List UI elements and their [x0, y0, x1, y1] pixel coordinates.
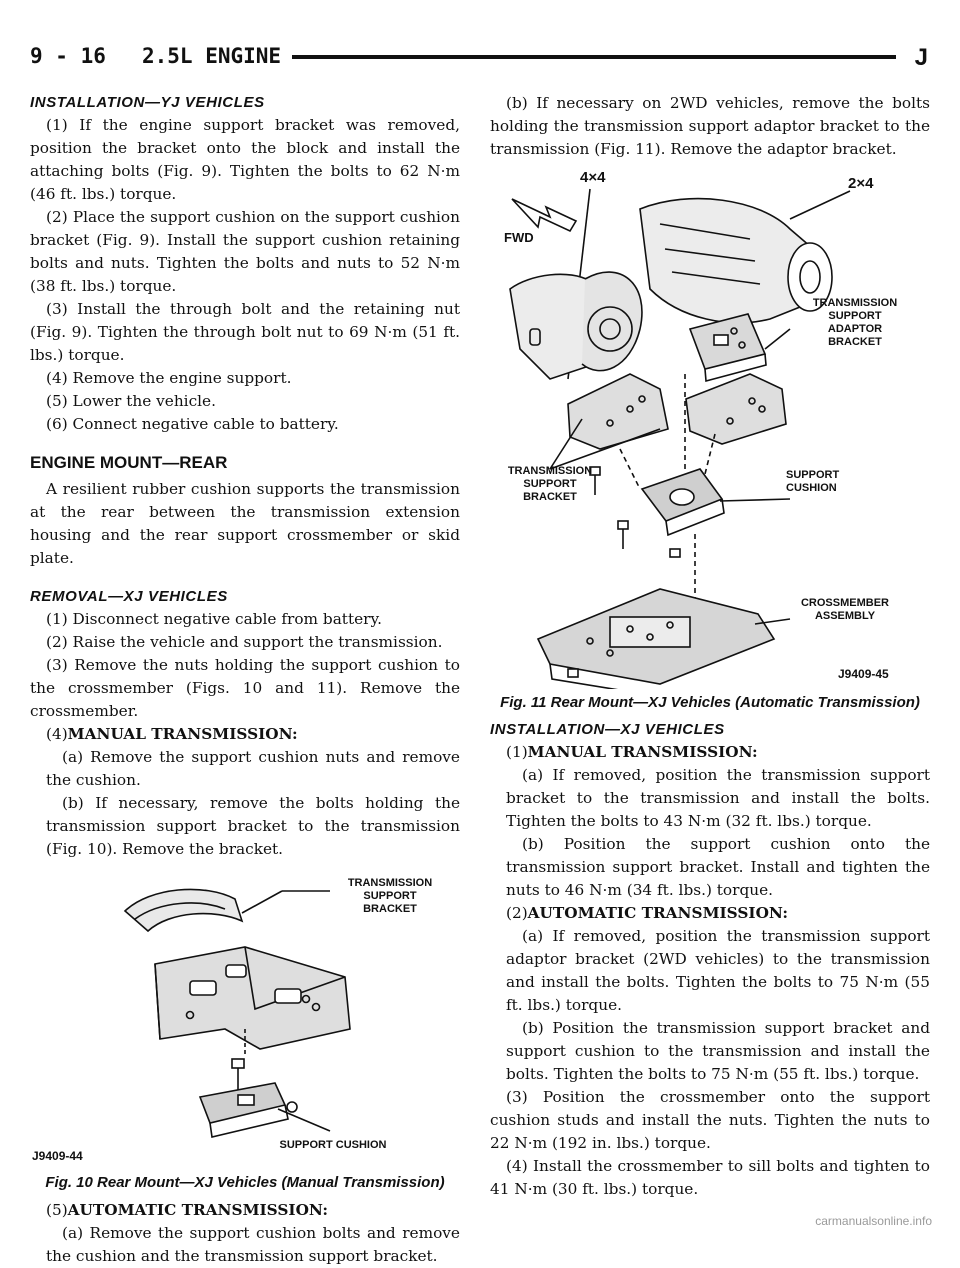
fig11-label-adaptor-bracket: TRANSMISSION SUPPORT ADAPTOR BRACKET: [812, 297, 898, 348]
figure-10: [30, 869, 460, 1169]
heading-removal-xj: REMOVAL—XJ VEHICLES: [30, 588, 228, 605]
watermark: carmanualsonline.info: [815, 1214, 932, 1228]
step-yj-4: (4) Remove the engine support.: [46, 369, 292, 387]
step-rx-5a: (a) Remove the support cushion bolts and remove the cushion and the transmission support bracket.: [46, 1224, 460, 1265]
heading-installation-yj: INSTALLATION—YJ VEHICLES: [30, 94, 265, 111]
fig10-label-support-cushion: SUPPORT CUSHION: [279, 1139, 387, 1151]
step-yj-1: (1) If the engine support bracket was removed, position the bracket onto the block and install the attaching bolts (Fig. 9). Tighten the bolts to 62 N·m (46 ft. lbs.) torque.: [30, 116, 460, 203]
heading-installation-xj: INSTALLATION—XJ VEHICLES: [490, 721, 725, 738]
fig11-label-transmission-bracket: TRANSMISSION SUPPORT BRACKET: [507, 465, 593, 503]
step-rx-4-title: MANUAL TRANSMISSION:: [67, 725, 298, 743]
step-ix-2-title: AUTOMATIC TRANSMISSION:: [527, 904, 788, 922]
step-ix-1a: (a) If removed, position the transmission support bracket to the transmission and install the bolts. Tighten the bolts to 43 N·m (32 ft. lbs.) torque.: [506, 766, 930, 830]
step-ix-2: [490, 902, 930, 925]
step-rx-3: (3) Remove the nuts holding the support cushion to the crossmember (Figs. 10 and 11). Remove the crossmember.: [30, 656, 460, 720]
step-yj-2: (2) Place the support cushion on the support cushion bracket (Fig. 9). Install the support cushion retaining bolts and nuts. Tighten the bolts and nuts to 52 N·m (38 ft. lbs.) torque.: [30, 208, 460, 295]
step-rx-5b: (b) If necessary on 2WD vehicles, remove the bolts holding the transmission support adaptor bracket to the transmission (Fig. 11). Remove the adaptor bracket.: [490, 94, 930, 158]
step-ix-1: [490, 741, 930, 764]
fig10-id: J9409-44: [32, 1149, 83, 1163]
step-ix-2b: (b) Position the transmission support bracket and support cushion to the transmission and install the bolts. Tighten the bolts to 75 N·m (55 ft. lbs.) torque.: [506, 1019, 930, 1083]
step-rx-4b: (b) If necessary, remove the bolts holding the transmission support bracket to the transmission (Fig. 10). Remove the bracket.: [46, 794, 460, 858]
step-rx-2: (2) Raise the vehicle and support the transmission.: [46, 633, 443, 651]
figure-11: [490, 169, 930, 689]
step-yj-6: (6) Connect negative cable to battery.: [46, 415, 339, 433]
fig11-id: J9409-45: [838, 667, 889, 681]
step-rx-4-number: (4): [46, 725, 68, 743]
page-number: 9 - 16: [30, 44, 106, 68]
section-title: 2.5L ENGINE: [142, 44, 282, 68]
header-letter: J: [914, 44, 928, 71]
step-ix-1b: (b) Position the support cushion onto the transmission support bracket. Install and tighten the nuts to 46 N·m (34 ft. lbs.) torque.: [506, 835, 930, 899]
step-ix-1-title: MANUAL TRANSMISSION:: [527, 743, 758, 761]
fig11-label-support-cushion: SUPPORT CUSHION: [786, 469, 840, 494]
step-ix-3: (3) Position the crossmember onto the support cushion studs and install the nuts. Tighten the nuts to 22 N·m (192 in. lbs.) torque.: [490, 1088, 930, 1152]
step-rx-5-number: (5): [46, 1201, 68, 1219]
heading-engine-mount-rear: ENGINE MOUNT—REAR: [30, 453, 228, 472]
step-ix-2a: (a) If removed, position the transmission support adaptor bracket (2WD vehicles) to the transmission and install the bolts. Tighten the bolts to 75 N·m (55 ft. lbs.) torque.: [506, 927, 930, 1014]
step-rx-4a: (a) Remove the support cushion nuts and remove the cushion.: [46, 748, 460, 789]
header-rule: [292, 55, 896, 59]
step-rx-4: [30, 723, 460, 746]
page-header: [30, 44, 936, 78]
rear-mount-description: A resilient rubber cushion supports the transmission at the rear between the transmission extension housing and the rear support crossmember or skid plate.: [30, 480, 460, 567]
fig11-label-2x4: 2×4: [848, 175, 874, 192]
fig10-caption: Fig. 10 Rear Mount—XJ Vehicles (Manual Transmission): [45, 1174, 445, 1191]
step-rx-5-title: AUTOMATIC TRANSMISSION:: [67, 1201, 328, 1219]
fig11-label-4x4: 4×4: [580, 169, 606, 186]
step-rx-1: (1) Disconnect negative cable from battery.: [46, 610, 382, 628]
right-column: [490, 92, 930, 1201]
fig10-label-transmission-bracket: TRANSMISSION SUPPORT BRACKET: [347, 877, 433, 915]
step-yj-5: (5) Lower the vehicle.: [46, 392, 216, 410]
fig11-label-crossmember: CROSSMEMBER ASSEMBLY: [800, 597, 889, 622]
step-ix-2-number: (2): [506, 904, 528, 922]
step-ix-4: (4) Install the crossmember to sill bolts and tighten to 41 N·m (30 ft. lbs.) torque.: [490, 1157, 930, 1198]
fig11-caption: Fig. 11 Rear Mount—XJ Vehicles (Automatic Transmission): [500, 694, 920, 711]
step-yj-3: (3) Install the through bolt and the retaining nut (Fig. 9). Tighten the through bolt nut to 69 N·m (51 ft. lbs.) torque.: [30, 300, 460, 364]
left-column: [30, 92, 460, 1268]
fig11-label-fwd: FWD: [504, 230, 534, 245]
step-ix-1-number: (1): [506, 743, 528, 761]
step-rx-5: [30, 1199, 460, 1222]
